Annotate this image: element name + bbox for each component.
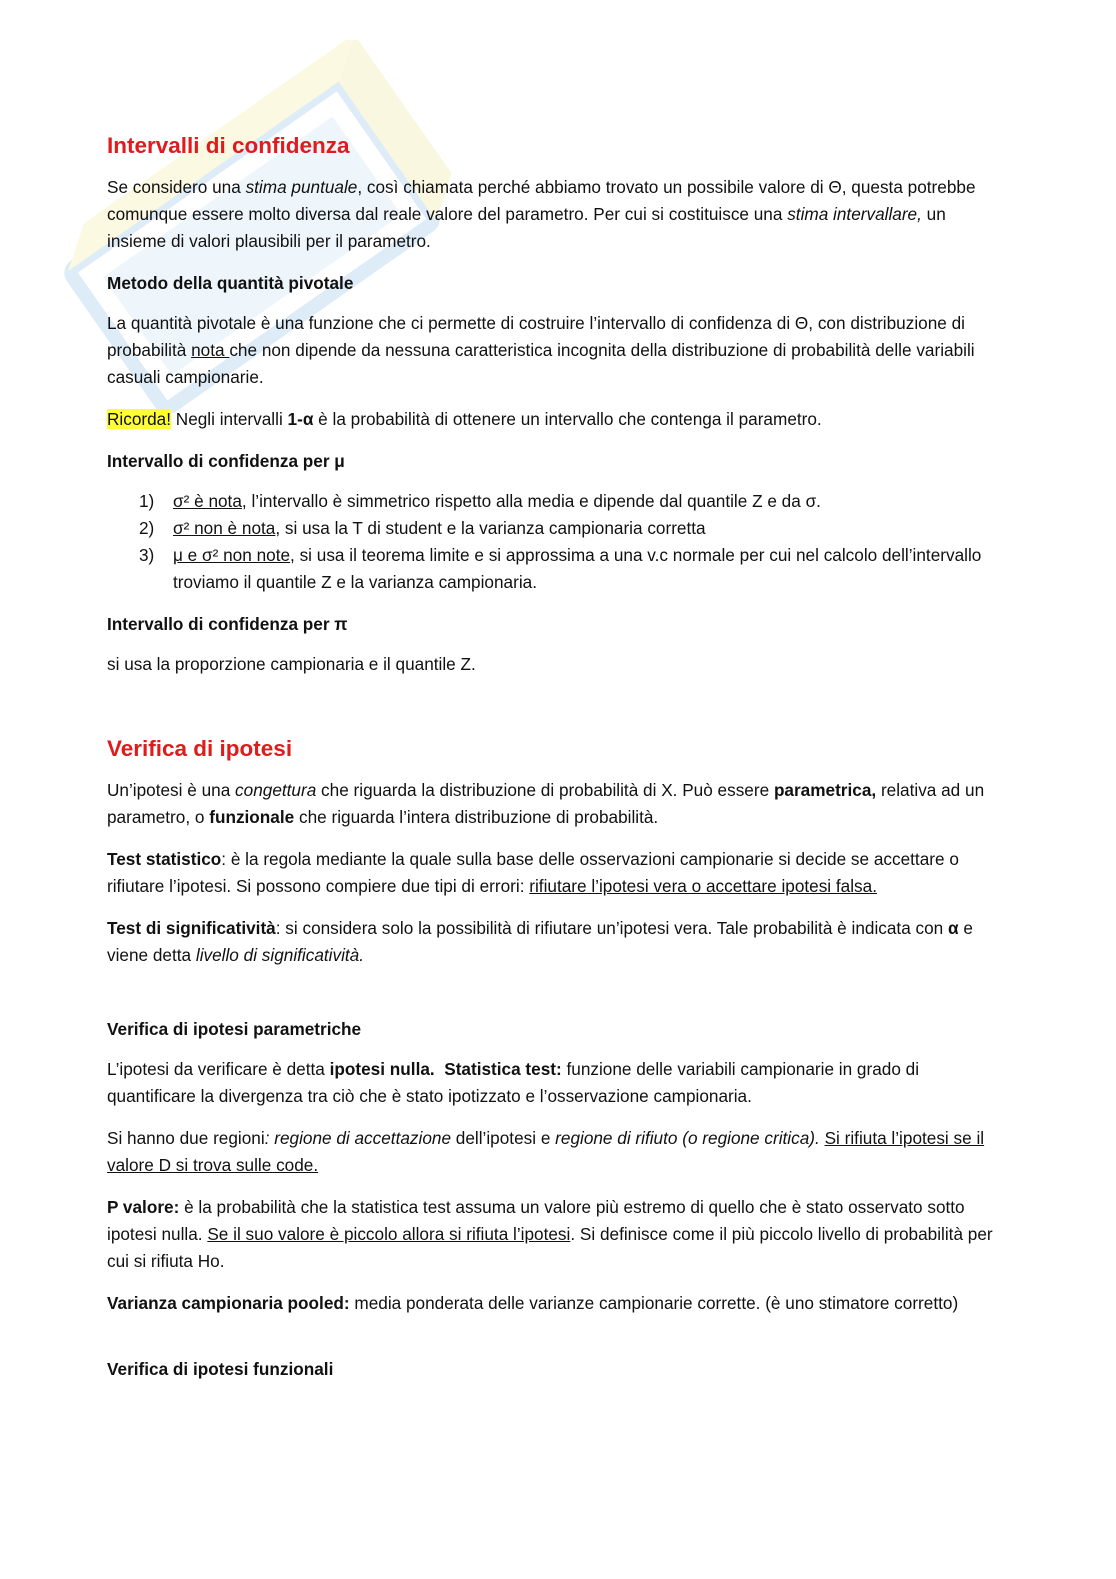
heading-functional-tests: Verifica di ipotesi funzionali — [107, 1359, 334, 1379]
section-title-hypothesis-testing: Verifica di ipotesi — [107, 736, 293, 761]
list-mu-cases — [107, 488, 1007, 596]
paragraph-significance-test: Test di significatività: si considera solo la possibilità di rifiutare un’ipotesi vera. Tale probabilità è indicata con α e viene detta livello di significatività. — [107, 918, 973, 965]
paragraph-point-estimate: Se considero una stima puntuale, così chiamata perché abbiamo trovato un possibile valore di Θ, questa potrebbe comunque essere molto diversa dal reale valore del parametro. Per cui si costituisce una stima intervallare, un insieme di valori plausibili per il parametro. — [107, 177, 976, 251]
heading-parametric-tests: Verifica di ipotesi parametriche — [107, 1019, 362, 1039]
list-item: 1) σ² è nota, l’intervallo è simmetrico rispetto alla media e dipende dal quantile Z e da σ. — [139, 491, 821, 511]
list-item: 3) μ e σ² non note, si usa il teorema limite e si approssima a una v.c normale per cui nel calcolo dell’intervallo troviamo il quantile Z e la varianza campionaria. — [139, 545, 982, 592]
section-title-confidence-intervals: Intervalli di confidenza — [107, 133, 350, 158]
paragraph-remember: Ricorda! Negli intervalli 1-α è la probabilità di ottenere un intervallo che contenga il parametro. — [107, 409, 822, 429]
paragraph-null-hypothesis: L’ipotesi da verificare è detta ipotesi nulla. Statistica test: funzione delle variabili campionarie in grado di quantificare la divergenza tra ciò che è stato ipotizzato e l’osservazione campionaria. — [107, 1059, 920, 1106]
paragraph-p-value: P valore: è la probabilità che la statistica test assuma un valore più estremo di quello che è stato osservato sotto ipotesi nulla. Se il suo valore è piccolo allora si rifiuta l’ipotesi. Si definisce come il più piccolo livello di probabilità per cui si rifiuta Ho. — [107, 1197, 993, 1271]
paragraph-test-statistic: Test statistico: è la regola mediante la quale sulla base delle osservazioni campionarie si decide se accettare o rifiutare l’ipotesi. Si possono compiere due tipi di errori: rifiutare l’ipotesi vera o accettare ipotesi falsa. — [107, 849, 959, 896]
heading-pivotal-method: Metodo della quantità pivotale — [107, 273, 354, 293]
paragraph-hypothesis: Un’ipotesi è una congettura che riguarda la distribuzione di probabilità di X. Può essere parametrica, relativa ad un parametro, o funzionale che riguarda l’intera distribuzione di probabilità. — [107, 780, 985, 827]
heading-interval-pi: Intervallo di confidenza per π — [107, 614, 348, 634]
paragraph-pooled-variance: Varianza campionaria pooled: media ponderata delle varianze campionarie corrette. (è uno stimatore corretto) — [107, 1293, 959, 1313]
highlight-remember: Ricorda! — [107, 409, 171, 429]
paragraph-pivotal-quantity: La quantità pivotale è una funzione che ci permette di costruire l’intervallo di confidenza di Θ, con distribuzione di probabilità nota che non dipende da nessuna caratteristica incognita della distribuzione di probabilità delle variabili casuali campionarie. — [107, 313, 975, 387]
list-item: 2) σ² non è nota, si usa la T di student e la varianza campionaria corretta — [139, 518, 706, 538]
heading-interval-mu: Intervallo di confidenza per μ — [107, 451, 345, 471]
paragraph-pi: si usa la proporzione campionaria e il quantile Z. — [107, 654, 476, 674]
paragraph-regions: Si hanno due regioni: regione di accettazione dell’ipotesi e regione di rifiuto (o regione critica). Si rifiuta l’ipotesi se il valore D si trova sulle code. — [107, 1128, 985, 1175]
document-page — [107, 130, 1007, 1396]
